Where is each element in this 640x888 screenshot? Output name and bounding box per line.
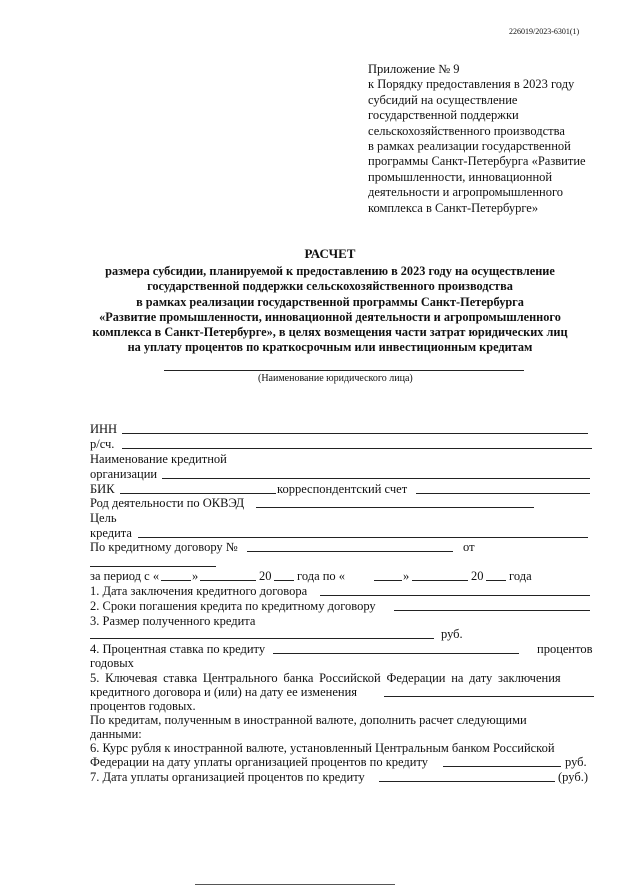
contract-from-label: от	[463, 540, 475, 554]
title-line: государственной поддержки сельскохозяйственного производства	[147, 279, 513, 294]
period-from-day-field[interactable]	[161, 580, 191, 581]
period-from-year-field[interactable]	[274, 580, 294, 581]
item-1-label: 1. Дата заключения кредитного договора	[90, 584, 308, 598]
period-label-start: за период с «	[90, 569, 160, 583]
item-6-unit: руб.	[565, 755, 587, 769]
annex-line: в рамках реализации государственной	[368, 139, 571, 154]
bank-name-label-1: Наименование кредитной	[90, 452, 227, 466]
annex-line: комплекса в Санкт-Петербурге»	[368, 200, 539, 215]
contract-label: По кредитному договору №	[90, 540, 238, 554]
purpose-label-1: Цель	[90, 511, 117, 525]
annex-line: программы Санкт-Петербурга «Развитие	[368, 154, 586, 169]
period-year-prefix-1: 20	[259, 569, 272, 583]
annex-line: государственной поддержки	[368, 108, 519, 123]
document-number: 226019/2023-6301(1)	[509, 27, 580, 36]
item-6-line-1: 6. Курс рубля к иностранной валюте, установленный Центральным банком Российской	[90, 741, 555, 755]
bik-field[interactable]	[120, 493, 276, 494]
item-5-line-3: процентов годовых.	[90, 699, 196, 713]
period-from-month-field[interactable]	[200, 580, 256, 581]
inn-label: ИНН	[90, 422, 118, 436]
title-line: комплекса в Санкт-Петербурге», в целях возмещения части затрат юридических лиц	[92, 325, 568, 340]
item-4-unit: процентов	[537, 642, 593, 656]
title-line: размера субсидии, планируемой к предоставлению в 2023 году на осуществление	[105, 264, 555, 279]
corr-account-label: корреспондентский счет	[277, 482, 408, 496]
account-label: р/сч.	[90, 437, 115, 451]
period-to-month-field[interactable]	[412, 580, 468, 581]
item-4-label: 4. Процентная ставка по кредиту	[90, 642, 266, 656]
scan-bottom-edge	[195, 884, 395, 885]
annex-line: промышленности, инновационной	[368, 169, 553, 184]
fx-note-line-1: По кредитам, полученным в иностранной валюте, дополнить расчет следующими	[90, 713, 527, 727]
inn-field[interactable]	[122, 433, 588, 434]
annex-line: деятельности и агропромышленного	[368, 185, 564, 200]
okved-label: Род деятельности по ОКВЭД	[90, 496, 245, 510]
annex-line: сельскохозяйственного производства	[368, 123, 565, 138]
item-6-line-2: Федерации на дату уплаты организацией процентов по кредиту	[90, 755, 429, 769]
item-2-field[interactable]	[394, 610, 590, 611]
period-quote-1: »	[192, 569, 199, 583]
entity-name-field[interactable]	[164, 370, 524, 371]
bank-name-field[interactable]	[162, 478, 590, 479]
period-to-day-field[interactable]	[374, 580, 402, 581]
annex-header	[368, 62, 586, 216]
item-3-label: 3. Размер полученного кредита	[90, 614, 256, 628]
period-quote-2: »	[403, 569, 410, 583]
period-year-prefix-2: 20	[471, 569, 484, 583]
title-line: на уплату процентов по краткосрочным или инвестиционным кредитам	[127, 340, 533, 355]
item-5-field[interactable]	[384, 696, 594, 697]
item-4-continuation: годовых	[90, 656, 134, 670]
document-title	[80, 246, 580, 355]
item-7-field[interactable]	[379, 781, 555, 782]
item-6-field[interactable]	[443, 766, 561, 767]
item-2-label: 2. Сроки погашения кредита по кредитному договору	[90, 599, 376, 613]
bank-name-label-2: организации	[90, 467, 158, 481]
okved-field[interactable]	[256, 507, 534, 508]
annex-line: к Порядку предоставления в 2023 году	[368, 77, 575, 92]
contract-number-field[interactable]	[247, 551, 453, 552]
item-3-field[interactable]	[90, 638, 434, 639]
contract-date-field[interactable]	[90, 566, 216, 567]
title-line: «Развитие промышленности, инновационной деятельности и агропромышленного	[99, 309, 561, 324]
purpose-field[interactable]	[138, 537, 588, 538]
item-7-label: 7. Дата уплаты организацией процентов по кредиту	[90, 770, 365, 784]
bik-label: БИК	[90, 482, 115, 496]
item-5-line-2: кредитного договора и (или) на дату ее изменения	[90, 685, 358, 699]
annex-line: Приложение № 9	[368, 62, 460, 76]
period-label-end: года	[509, 569, 532, 583]
account-field[interactable]	[122, 448, 592, 449]
item-1-field[interactable]	[320, 595, 590, 596]
item-5-line-1: 5. Ключевая ставка Центрального банка Российской Федерации на дату заключения	[90, 671, 561, 685]
item-3-unit: руб.	[441, 627, 463, 641]
annex-line: субсидий на осуществление	[368, 92, 518, 107]
title-heading: РАСЧЕТ	[304, 246, 356, 261]
purpose-label-2: кредита	[90, 526, 132, 540]
item-7-unit: (руб.)	[558, 770, 588, 784]
fx-note-line-2: данными:	[90, 727, 142, 741]
title-line: в рамках реализации государственной программы Санкт-Петербурга	[136, 294, 524, 309]
period-to-year-field[interactable]	[486, 580, 506, 581]
corr-account-field[interactable]	[416, 493, 590, 494]
entity-name-caption: (Наименование юридического лица)	[258, 373, 413, 384]
item-4-field[interactable]	[273, 653, 519, 654]
period-label-to: года по «	[297, 569, 346, 583]
